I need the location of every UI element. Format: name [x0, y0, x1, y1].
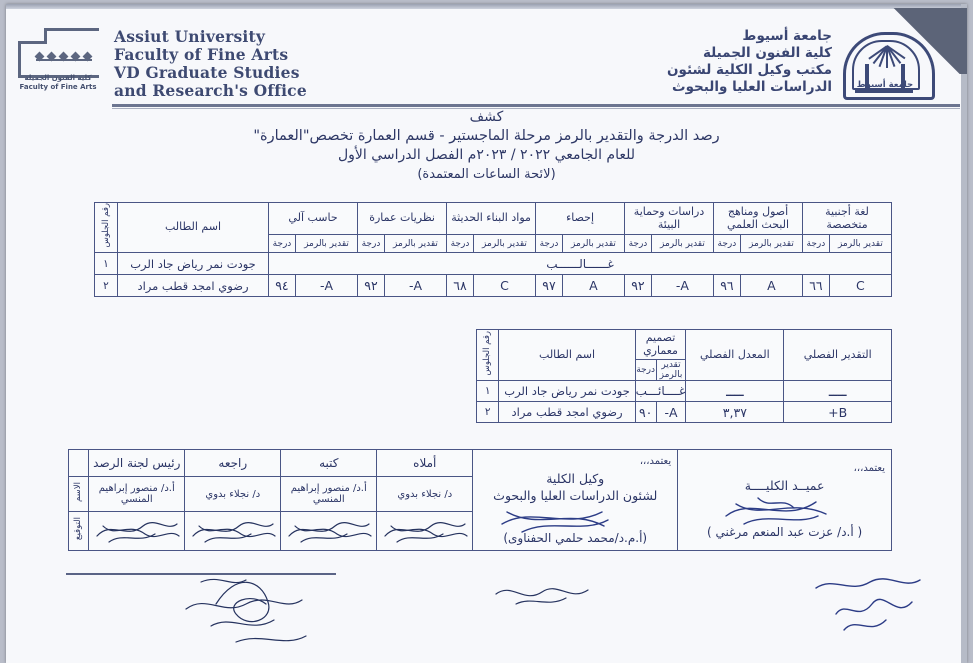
sub-header-degree-0: درجة: [803, 235, 830, 253]
student-name-cell: جودت نمر رياض جاد الرب: [499, 381, 635, 402]
term-grade-cell: B+: [784, 402, 892, 423]
signature-row-label-spacer: [69, 450, 89, 477]
signature-column-header-3: رئيس لجنة الرصد: [89, 450, 185, 477]
degree-cell: ٩٦: [714, 275, 741, 297]
seat-number-cell: ٢: [95, 275, 118, 297]
header-ar-line-3: مكتب وكيل الكلية لشئون: [667, 62, 832, 78]
grade-cell: C: [829, 275, 891, 297]
design-course-header: تصميم معماري: [635, 330, 686, 360]
seat-number-header: رقم الجلوس: [477, 330, 499, 381]
grade-cell: A: [562, 275, 624, 297]
signature-mark-1: [281, 512, 377, 551]
sub-header-degree-1: درجة: [714, 235, 741, 253]
header-arabic-block: [667, 28, 832, 96]
grade-cell: A-: [384, 275, 446, 297]
sub-header-grade-5: تقدير بالرمز: [384, 235, 446, 253]
course-header-6: حاسب آلي: [269, 203, 358, 235]
absent-marker: غــــائـــب: [635, 381, 686, 402]
title-line-3: للعام الجامعي ٢٠٢٢ / ٢٠٢٣م الفصل الدراسي الأول: [337, 147, 635, 163]
sub-header-grade-0: تقدير بالرمز: [829, 235, 891, 253]
left-logo-caption-en: Faculty of Fine Arts: [19, 83, 97, 91]
sub-header-grade-4: تقدير بالرمز: [473, 235, 535, 253]
grades-table-design: [476, 329, 892, 423]
approval-label: يعتمد،،،: [853, 462, 885, 474]
title-line-2: رصد الدرجة والتقدير بالرمز مرحلة الماجستير - قسم العمارة تخصص"العمارة": [253, 128, 720, 144]
sub-header-degree-5: درجة: [358, 235, 385, 253]
sub-header-grade-6: تقدير بالرمز: [295, 235, 357, 253]
table-row: [477, 381, 892, 402]
sub-header-grade-3: تقدير بالرمز: [562, 235, 624, 253]
sub-header-degree-4: درجة: [447, 235, 474, 253]
signature-column-header-2: راجعه: [185, 450, 281, 477]
grade-cell: C: [473, 275, 535, 297]
table-row: [477, 402, 892, 423]
grade-cell: A-: [295, 275, 357, 297]
signature-name-0: د/ نجلاء بدوي: [377, 477, 473, 512]
approval-vice-dean: [473, 450, 678, 551]
design-degree-cell: ٩٠: [635, 402, 656, 423]
header-en-line-2: Faculty of Fine Arts: [114, 45, 289, 64]
page-top-edge: [6, 4, 967, 9]
degree-cell: ٦٨: [447, 275, 474, 297]
grade-cell: A: [740, 275, 802, 297]
bottom-handwritten-signatures: [6, 564, 967, 663]
course-header-4: مواد البناء الحديثة: [447, 203, 536, 235]
sub-header-degree-2: درجة: [625, 235, 652, 253]
sub-header-degree-3: درجة: [536, 235, 563, 253]
term-gpa-cell: ــــ: [686, 381, 784, 402]
signature-name-3: أ.د/ منصور إبراهيم المنسي: [89, 477, 185, 512]
table-row: [95, 253, 892, 275]
course-header-3: إحصاء: [536, 203, 625, 235]
absent-marker: غــــــالــــــب: [269, 253, 892, 275]
term-grade-cell: ــــ: [784, 381, 892, 402]
degree-cell: ٦٦: [803, 275, 830, 297]
header-ar-line-4: الدراسات العليا والبحوث: [672, 79, 832, 95]
student-name-header: اسم الطالب: [118, 203, 269, 253]
term-gpa-cell: ٣,٣٧: [686, 402, 784, 423]
course-header-1: أصول ومناهج البحث العلمي: [714, 203, 803, 235]
document-header: [6, 12, 967, 104]
signature-name-2: د/ نجلاء بدوي: [185, 477, 281, 512]
header-en-line-1: Assiut University: [114, 27, 266, 46]
sub-header-grade: تقدير بالرمز: [656, 360, 686, 381]
row-label-name: الاسم: [69, 477, 89, 512]
degree-cell: ٩٤: [269, 275, 296, 297]
signature-mark-3: [89, 512, 185, 551]
course-header-5: نظريات عمارة: [358, 203, 447, 235]
signature-column-header-0: أملاه: [377, 450, 473, 477]
assiut-university-logo-icon: [841, 28, 933, 100]
approval-role-1: وكيل الكلية: [546, 471, 605, 486]
left-logo-caption-ar: كلية الفنون الجميلة: [24, 74, 92, 82]
seat-number-cell: ٢: [477, 402, 499, 423]
design-grade-cell: A-: [656, 402, 686, 423]
student-name-cell: رضوي امجد قطب مراد: [118, 275, 269, 297]
grades-table-main: [94, 202, 892, 297]
degree-cell: ٩٢: [358, 275, 385, 297]
term-grade-header: التقدير الفصلي: [784, 330, 892, 381]
faculty-of-fine-arts-logo-icon: [14, 26, 102, 96]
title-line-4: (لائحة الساعات المعتمدة): [417, 167, 556, 182]
header-divider: [112, 104, 960, 107]
seat-number-cell: ١: [477, 381, 499, 402]
approval-person: ( أ.د/ عزت عبد المنعم مرغني ): [706, 524, 863, 539]
sub-header-grade-1: تقدير بالرمز: [740, 235, 802, 253]
approval-person: (أ.م.د/محمد حلمي الحفناوى): [503, 531, 648, 545]
signatures-table: [68, 449, 892, 551]
signature-column-header-1: كتبه: [281, 450, 377, 477]
sub-header-degree: درجة: [635, 360, 656, 381]
header-en-line-3: VD Graduate Studies: [114, 63, 300, 82]
header-ar-line-1: جامعة أسيوط: [742, 28, 832, 44]
approval-role: عميــد الكليــــة: [744, 477, 825, 493]
approval-label: يعتمد،،،: [639, 456, 672, 467]
signature-mark-2: [185, 512, 281, 551]
approval-role-2: لشئون الدراسات العليا والبحوث: [493, 488, 658, 503]
sub-header-grade-2: تقدير بالرمز: [651, 235, 713, 253]
header-en-line-4: and Research's Office: [114, 81, 307, 100]
signature-name-1: أ.د/ منصور إبراهيم المنسي: [281, 477, 377, 512]
document-page: [6, 4, 967, 663]
term-gpa-header: المعدل الفصلي: [686, 330, 784, 381]
right-logo-word: جامعة أسيوط: [856, 80, 914, 90]
title-line-1: كشف: [469, 109, 504, 125]
header-english-block: [114, 28, 307, 100]
header-ar-line-2: كلية الفنون الجميلة: [702, 45, 832, 61]
student-name-cell: رضوي امجد قطب مراد: [499, 402, 635, 423]
degree-cell: ٩٢: [625, 275, 652, 297]
approval-dean: [678, 450, 892, 551]
sub-header-degree-6: درجة: [269, 235, 296, 253]
document-title: [6, 108, 967, 184]
student-name-cell: جودت نمر رياض جاد الرب: [118, 253, 269, 275]
seat-number-header: رقم الجلوس: [95, 203, 118, 253]
seat-number-cell: ١: [95, 253, 118, 275]
grade-cell: A-: [651, 275, 713, 297]
table-row: [95, 275, 892, 297]
student-name-header: اسم الطالب: [499, 330, 635, 381]
row-label-signature: التوقيع: [69, 512, 89, 551]
signature-mark-0: [377, 512, 473, 551]
course-header-2: دراسات وحماية البيئة: [625, 203, 714, 235]
course-header-0: لغة أجنبية متخصصة: [803, 203, 892, 235]
degree-cell: ٩٧: [536, 275, 563, 297]
